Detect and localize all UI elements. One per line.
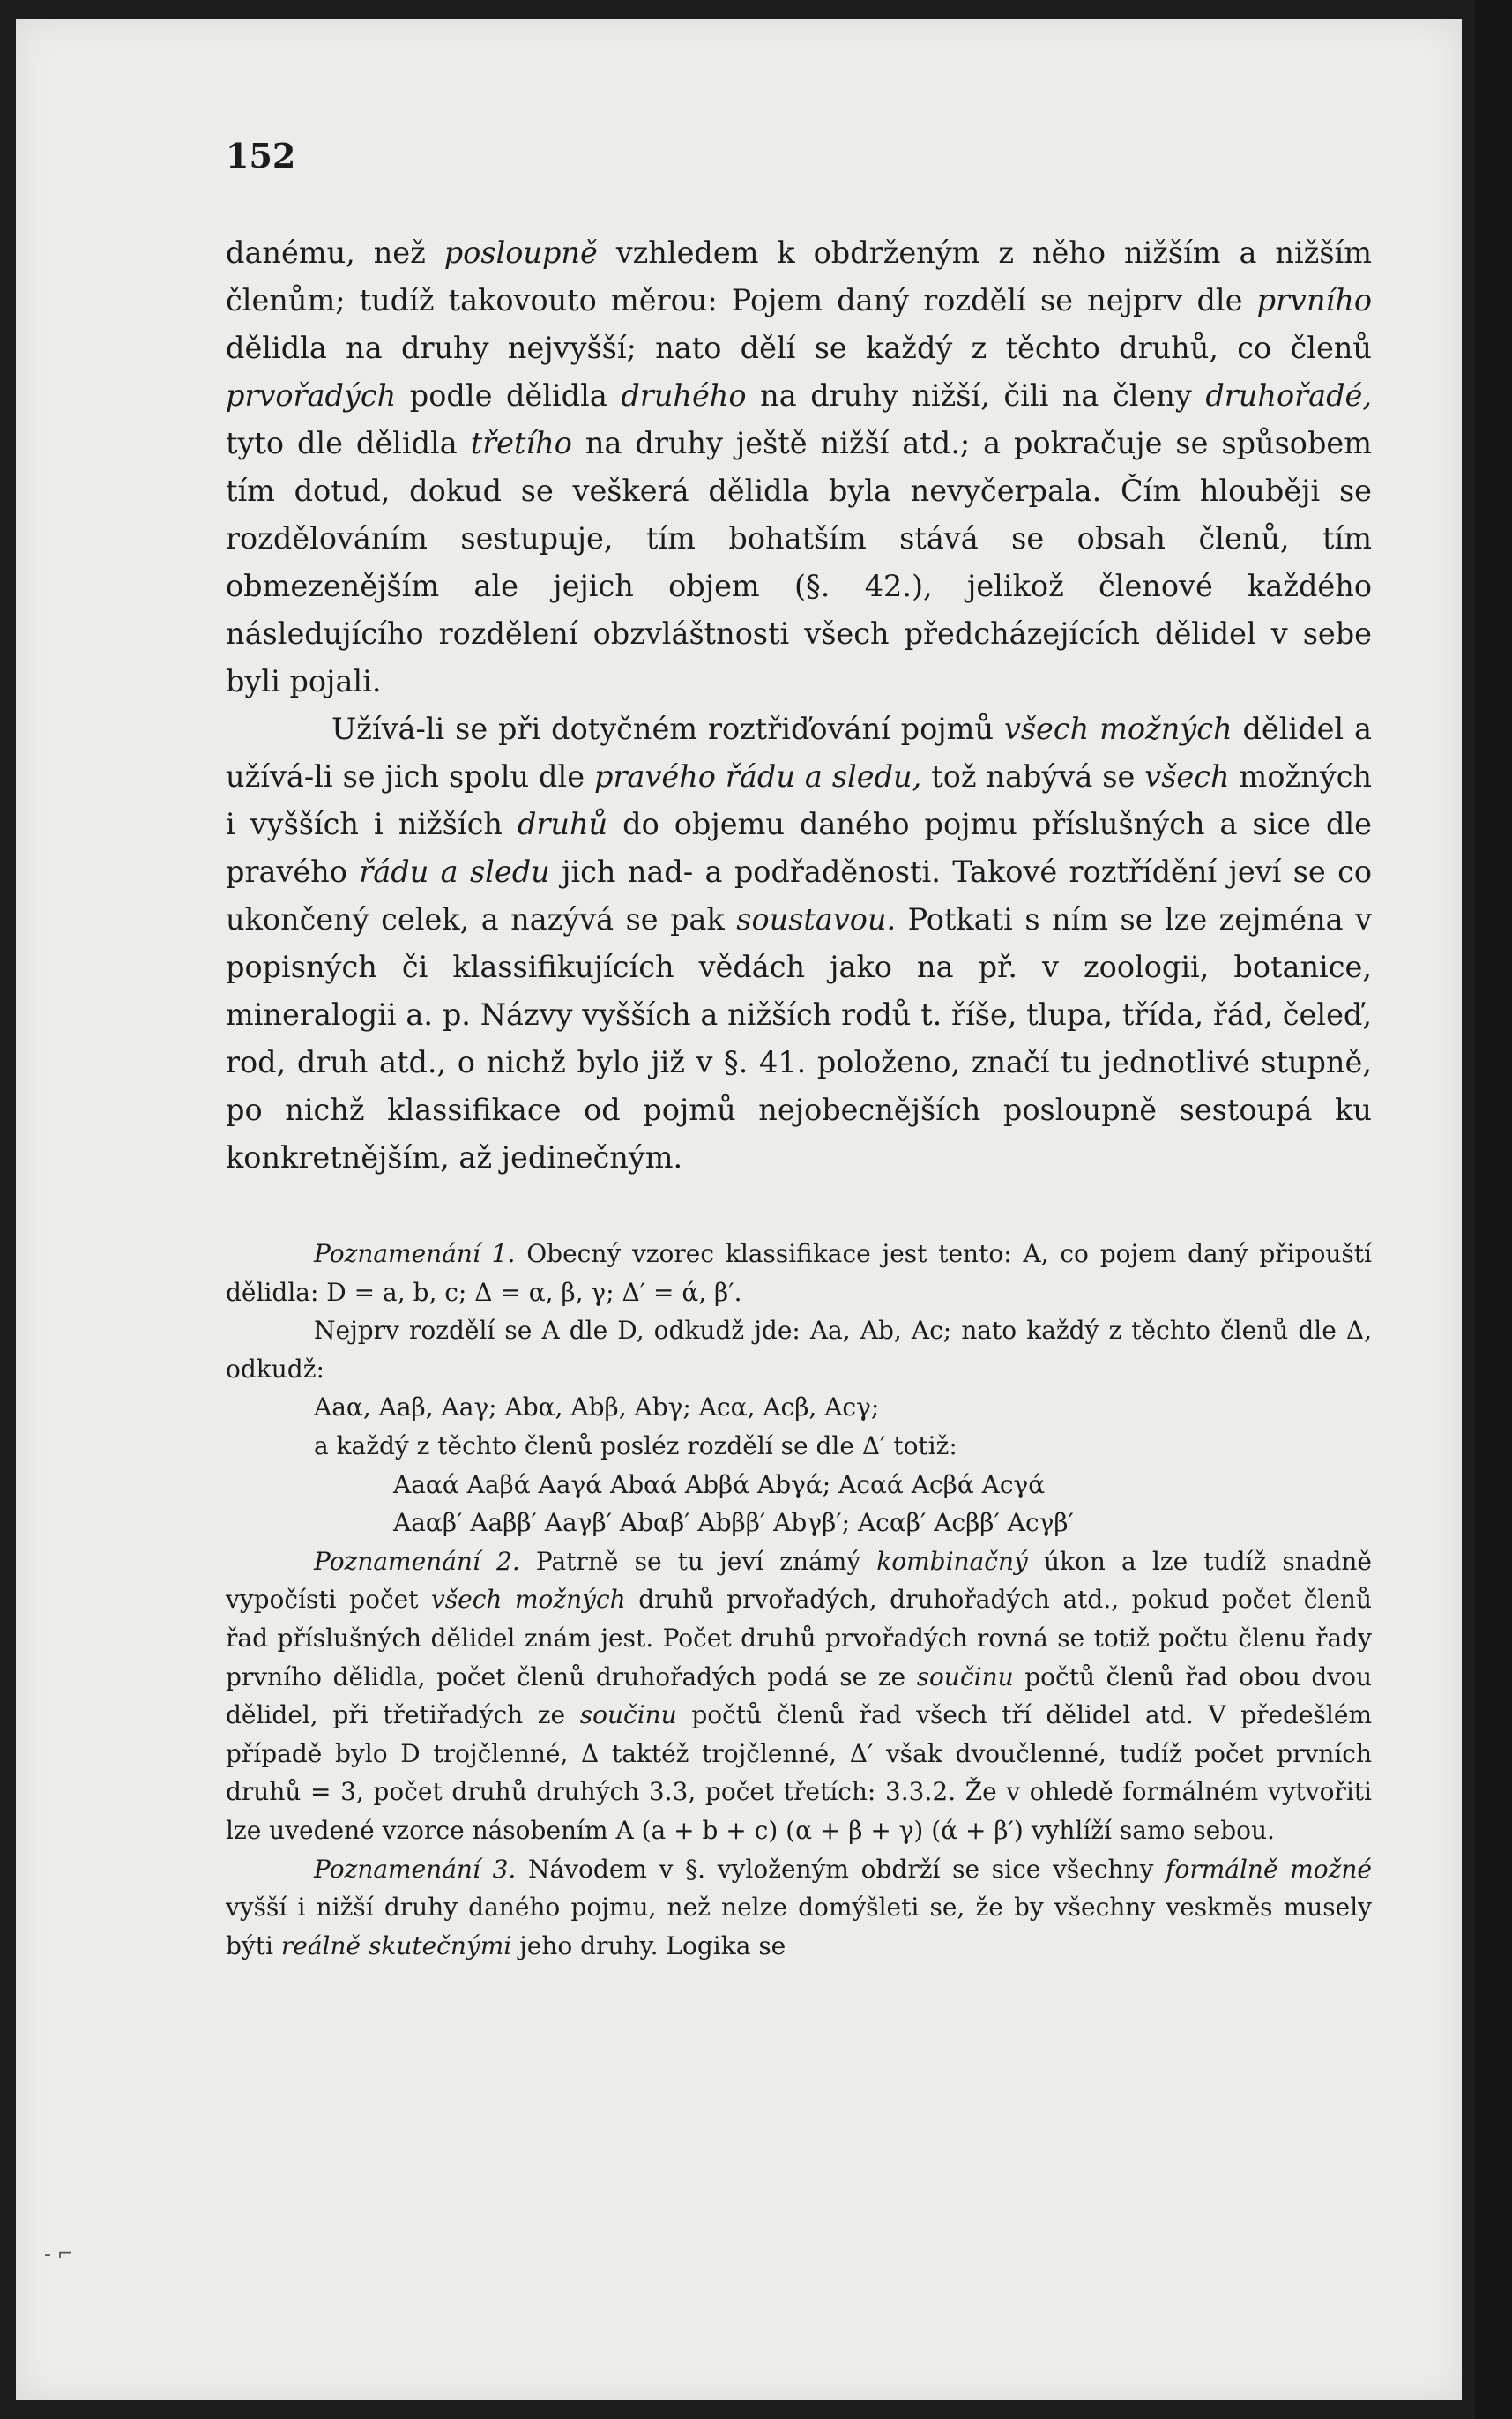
emphasis: všech [1144, 759, 1230, 794]
text-run: vzhledem k obdrženým z něho nižším a nižším členům; tudíž takovouto měrou: Pojem daný rozdělí se nejprv dle [226, 235, 1372, 317]
text-run: tyto dle dělidla [226, 426, 471, 460]
emphasis: druhů [517, 807, 608, 841]
text-run: Užívá-li se při dotyčném roztřiďování pojmů [331, 712, 1004, 746]
emphasis: druhého [621, 378, 747, 413]
note-title: Poznamenání 1. [314, 1239, 516, 1268]
note-2 [226, 1542, 1372, 1850]
emphasis: pravého řádu a sledu, [594, 759, 922, 794]
text-run: na druhy ještě nižší atd.; a pokračuje se spůsobem tím dotud, dokud se veškerá dělidla byla nevyčerpala. Čím hlouběji se rozdělováním sestupuje, tím bohatším stává se obsah členů, tím obmezenějším ale jejich objem (§. 42.), jelikož členové každého následujícího rozdělení obzvláštnosti všech předcházejících dělidel v sebe byli pojali. [226, 426, 1372, 698]
text-run: počtů členů řad všech tří dělidel atd. V předešlém případě bylo D trojčlenné, Δ taktéž trojčlenné, Δ′ však dvoučlenné, tudíž počet prvních druhů = 3, počet druhů druhých 3.3, počet třetích: 3.3.2. Že v ohledě formálném vytvořiti lze uvedené vzorce násobením A (a + b + c) (α + β + γ) (ά + β′) vyhlíží samo sebou. [226, 1700, 1372, 1845]
note-3 [226, 1850, 1372, 1966]
text-run: Návodem v §. vyloženým obdrží se sice všechny [516, 1854, 1166, 1884]
text-run: dělidel a užívá-li se jich spolu dle [226, 712, 1373, 794]
emphasis: kombinačný [876, 1546, 1028, 1576]
emphasis: součinu [579, 1700, 677, 1730]
paragraph-1 [226, 229, 1372, 706]
text-run: podle dělidla [396, 378, 622, 413]
text-run: Patrně se tu jeví známý [519, 1546, 877, 1576]
text-run: dělidla na druhy nejvyšší; nato dělí se každý z těchto druhů, co členů [226, 331, 1372, 365]
text-run: do objemu daného pojmu příslušných a sice dle pravého [226, 807, 1372, 889]
emphasis: soustavou. [736, 902, 897, 937]
note-title: Poznamenání 2. [314, 1546, 520, 1576]
note-1-line-2: Nejprv rozdělí se A dle D, odkudž jde: Aa, Ab, Ac; nato každý z těchto členů dle Δ, odkudž: [226, 1316, 1372, 1384]
text-run: úkon a lze tudíž snadně vypočísti počet [226, 1546, 1372, 1615]
notes-section [226, 1235, 1372, 1965]
margin-mark: - ⌐ [44, 2244, 74, 2266]
text-run: vyšší i nižší druhy daného pojmu, než nelze domýšleti se, že by všechny veskměs musely býti [226, 1893, 1372, 1960]
text-run: na druhy nižší, čili na členy [746, 378, 1206, 413]
note-title: Poznamenání 3. [314, 1854, 517, 1884]
emphasis: třetího [470, 426, 572, 460]
emphasis: prvního [1256, 283, 1372, 317]
emphasis: řádu a sledu [359, 855, 550, 889]
main-text [226, 229, 1372, 1182]
formula-row-3: Aaαβ′ Aaββ′ Aaγβ′ Abαβ′ Abββ′ Abγβ′; Acαβ′ Acββ′ Acγβ′ [393, 1508, 1074, 1538]
emphasis: součinu [916, 1661, 1014, 1691]
text-run: Obecný vzorec klassifikace jest tento: A, co pojem daný připouští dělidla: D = a, b, c; Δ = α, β, γ; Δ′ = ά, β′. [226, 1239, 1372, 1307]
paragraph-2 [226, 706, 1372, 1182]
emphasis: prvořadých [226, 378, 397, 413]
note-1 [226, 1235, 1372, 1311]
emphasis: všech možných [1003, 712, 1233, 746]
text-run: možných i vyšších i nižších [226, 759, 1372, 841]
note-1-line-3: a každý z těchto členů posléz rozdělí se dle Δ′ totiž: [314, 1430, 957, 1460]
emphasis: posloupně [443, 235, 598, 270]
emphasis: druhořadé, [1205, 378, 1373, 413]
emphasis: reálně skutečnými [280, 1930, 512, 1960]
text-run: jeho druhy. Logika se [511, 1930, 786, 1960]
text-run: Potkati s ním se lze zejména v popisných či klassifikujících vědách jako na př. v zoologii, botanice, mineralogii a. p. Názvy vyšších a nižších rodů t. říše, tlupa, třída, řád, čeleď, rod, druh atd., o nichž bylo již v §. 41. položeno, značí tu jednotlivé stupně, po nichž klassifikace od pojmů nejobecnějších posloupně sestoupá ku konkretnějším, až jedinečným. [226, 902, 1373, 1175]
book-page [16, 19, 1462, 2400]
text-run: druhů prvořadých, druhořadých atd., pokud počet členů řad příslušných dělidel znám jest. Počet druhů prvořadých rovná se totiž počtu členu řady prvního dělidla, počet členů druhořadých podá se ze [226, 1585, 1372, 1691]
formula-row-2: Aaαά Aaβά Aaγά Abαά Abβά Abγά; Acαά Acβά Acγά [393, 1469, 1046, 1499]
emphasis: formálně možné [1166, 1854, 1373, 1884]
formula-row-1: Aaα, Aaβ, Aaγ; Abα, Abβ, Abγ; Acα, Acβ, Acγ; [314, 1392, 880, 1422]
text-run: jich nad- a podřaděnosti. Takové roztřídění jeví se co ukončený celek, a nazývá se pak [226, 855, 1372, 937]
text-run: tož nabývá se [921, 759, 1145, 794]
page-number: 152 [226, 136, 296, 175]
text-run: počtů členů řad obou dvou dělidel, při třetiřadých ze [226, 1661, 1372, 1730]
text-run: danému, než [226, 235, 444, 270]
scan-edge [1475, 0, 1512, 2419]
emphasis: všech možných [430, 1585, 626, 1615]
